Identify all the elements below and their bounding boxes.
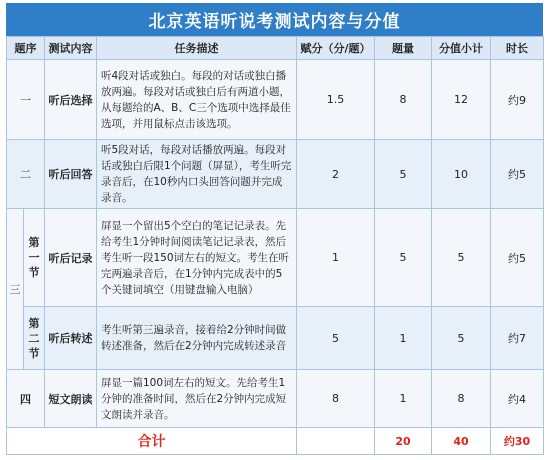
row-score: 2 bbox=[297, 140, 375, 209]
section-label: 第二节 bbox=[28, 316, 40, 360]
total-row bbox=[7, 428, 544, 455]
row-duration: 约4 bbox=[491, 370, 544, 428]
row-count: 5 bbox=[375, 140, 432, 209]
header-duration: 时长 bbox=[491, 37, 544, 60]
row-content: 听后选择 bbox=[45, 60, 97, 140]
row-count: 5 bbox=[375, 209, 432, 307]
row-duration: 约7 bbox=[491, 307, 544, 370]
row-score: 1 bbox=[297, 209, 375, 307]
header-order: 题序 bbox=[7, 37, 45, 60]
row-score: 5 bbox=[297, 307, 375, 370]
row-subtotal: 5 bbox=[432, 209, 491, 307]
row-subtotal: 8 bbox=[432, 370, 491, 428]
row-desc: 听4段对话或独白。每段的对话或独白播放两遍。每段对话或独白后有两道小题，从每题给的A、B、C三个选项中选择最佳选项，并用鼠标点击该选项。 bbox=[97, 60, 297, 140]
row-section bbox=[24, 307, 45, 370]
row-content: 听后记录 bbox=[45, 209, 97, 307]
row-count: 1 bbox=[375, 370, 432, 428]
total-label: 合计 bbox=[7, 428, 297, 455]
row-order: 二 bbox=[7, 140, 45, 209]
row-subtotal: 5 bbox=[432, 307, 491, 370]
header-subtotal: 分值小计 bbox=[432, 37, 491, 60]
total-count: 20 bbox=[375, 428, 432, 455]
header-count: 题量 bbox=[375, 37, 432, 60]
header-row bbox=[7, 37, 544, 60]
total-score-empty bbox=[297, 428, 375, 455]
row-duration: 约9 bbox=[491, 60, 544, 140]
row-content: 听后回答 bbox=[45, 140, 97, 209]
table-row bbox=[7, 209, 544, 307]
table-row bbox=[7, 307, 544, 370]
row-duration: 约5 bbox=[491, 140, 544, 209]
row-desc: 考生听第三遍录音，接着给2分钟时间做转述准备，然后在2分钟内完成转述录音 bbox=[97, 307, 297, 370]
row-subtotal: 10 bbox=[432, 140, 491, 209]
score-table bbox=[6, 36, 544, 455]
row-order: 三 bbox=[7, 209, 24, 370]
row-score: 1.5 bbox=[297, 60, 375, 140]
table-title: 北京英语听说考测试内容与分值 bbox=[6, 3, 543, 36]
table-row bbox=[7, 140, 544, 209]
table-row bbox=[7, 370, 544, 428]
row-order: 四 bbox=[7, 370, 45, 428]
row-subtotal: 12 bbox=[432, 60, 491, 140]
row-desc: 屏显一篇100词左右的短文。先给考生1分钟的准备时间，然后在2分钟内完成短文朗读并录音。 bbox=[97, 370, 297, 428]
total-subtotal: 40 bbox=[432, 428, 491, 455]
header-content: 测试内容 bbox=[45, 37, 97, 60]
row-duration: 约5 bbox=[491, 209, 544, 307]
table-row bbox=[7, 60, 544, 140]
row-content: 听后转述 bbox=[45, 307, 97, 370]
row-count: 1 bbox=[375, 307, 432, 370]
row-desc: 听5段对话，每段对话播放两遍。每段对话或独白后限1个问题（屏显），考生听完录音后，在10秒内口头回答问题并完成录音。 bbox=[97, 140, 297, 209]
header-desc: 任务描述 bbox=[97, 37, 297, 60]
row-section bbox=[24, 209, 45, 307]
section-label: 第一节 bbox=[28, 236, 40, 279]
header-score: 赋分（分/题） bbox=[297, 37, 375, 60]
row-count: 8 bbox=[375, 60, 432, 140]
row-content: 短文朗读 bbox=[45, 370, 97, 428]
row-order: 一 bbox=[7, 60, 45, 140]
total-duration: 约30 bbox=[491, 428, 544, 455]
row-score: 8 bbox=[297, 370, 375, 428]
row-desc: 屏显一个留出5个空白的笔记记录表。先给考生1分钟时间阅读笔记记录表，然后考生听一段150词左右的短文。考生在听完两遍录音后，在1分钟内完成表中的5个关键词填空（用键盘输入电脑） bbox=[97, 209, 297, 307]
